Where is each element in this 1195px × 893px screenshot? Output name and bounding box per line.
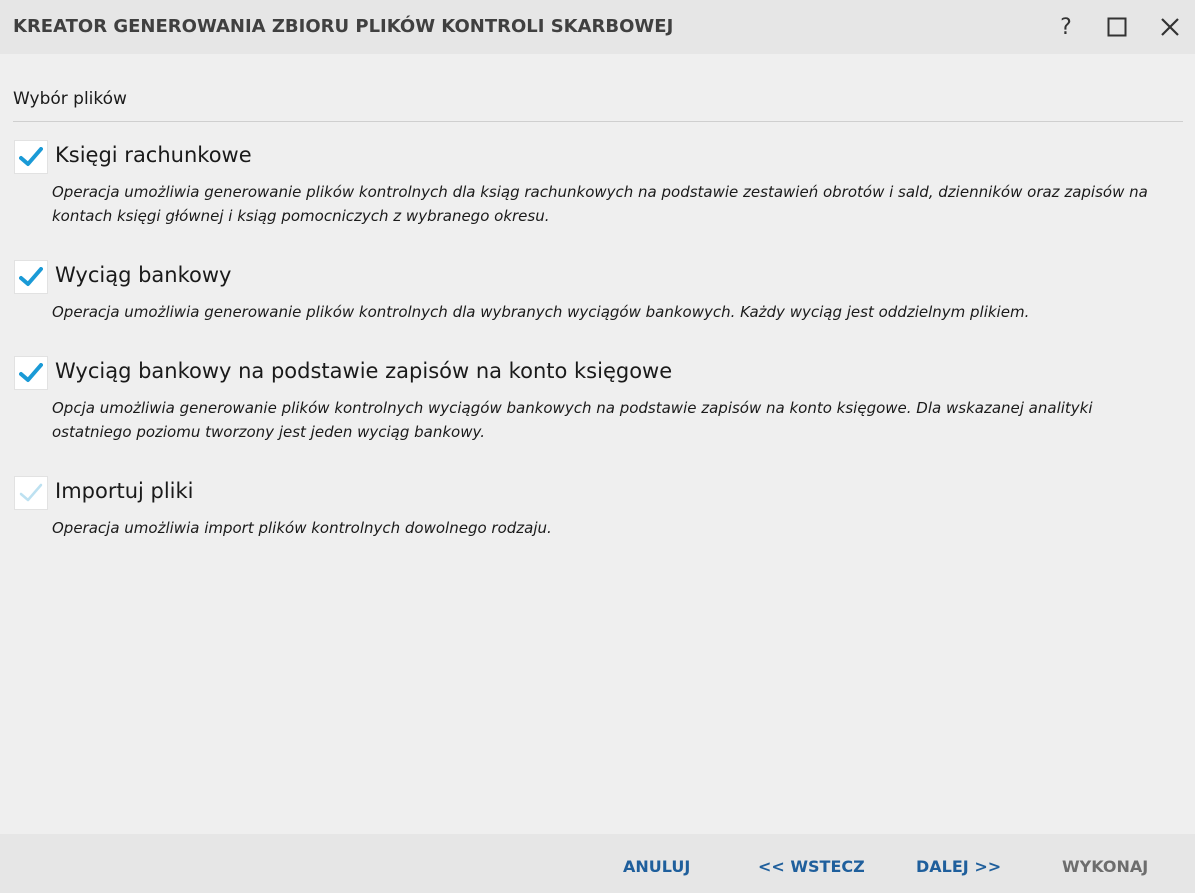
maximize-button[interactable]	[1102, 12, 1132, 42]
checkbox-wyciag-bankowy[interactable]	[14, 260, 48, 294]
option-description: Operacja umożliwia import plików kontrolnych dowolnego rodzaju.	[52, 519, 552, 537]
close-button[interactable]	[1155, 12, 1185, 42]
execute-button[interactable]: WYKONAJ	[1062, 857, 1149, 876]
option-label[interactable]: Wyciąg bankowy	[55, 263, 232, 287]
help-icon: ?	[1060, 14, 1072, 40]
checkbox-ksiegi-rachunkowe[interactable]	[14, 140, 48, 174]
option-label[interactable]: Księgi rachunkowe	[55, 143, 252, 167]
option-description: Operacja umożliwia generowanie plików kontrolnych dla ksiąg rachunkowych na podstawie zestawień obrotów i sald, dzienników oraz zapisów na kontach księgi głównej i ksiąg pomocniczych z wybranego okresu.	[52, 183, 1148, 225]
checkbox-wyciag-bankowy-konto[interactable]	[14, 356, 48, 390]
section-divider	[13, 121, 1183, 122]
checkmark-icon	[19, 267, 43, 287]
checkbox-importuj-pliki[interactable]	[14, 476, 48, 510]
option-description: Opcja umożliwia generowanie plików kontrolnych wyciągów bankowych na podstawie zapisów na konto księgowe. Dla wskazanej analityki ostatniego poziomu tworzony jest jeden wyciąg bankowy.	[52, 399, 1093, 441]
checkmark-faded-icon	[19, 483, 43, 503]
close-icon	[1160, 17, 1180, 37]
next-button[interactable]: DALEJ >>	[916, 857, 1002, 876]
back-button[interactable]: << WSTECZ	[758, 857, 865, 876]
title-bar	[0, 0, 1195, 54]
option-label[interactable]: Importuj pliki	[55, 479, 194, 503]
maximize-icon	[1107, 17, 1127, 37]
checkmark-icon	[19, 147, 43, 167]
checkmark-icon	[19, 363, 43, 383]
cancel-button[interactable]: ANULUJ	[623, 857, 691, 876]
footer-bar	[0, 834, 1195, 893]
help-button[interactable]	[1051, 12, 1081, 42]
window-title: KREATOR GENEROWANIA ZBIORU PLIKÓW KONTROLI SKARBOWEJ	[13, 16, 674, 37]
section-title: Wybór plików	[13, 89, 127, 109]
option-description: Operacja umożliwia generowanie plików kontrolnych dla wybranych wyciągów bankowych. Każdy wyciąg jest oddzielnym plikiem.	[52, 303, 1030, 321]
option-label[interactable]: Wyciąg bankowy na podstawie zapisów na konto księgowe	[55, 359, 673, 383]
